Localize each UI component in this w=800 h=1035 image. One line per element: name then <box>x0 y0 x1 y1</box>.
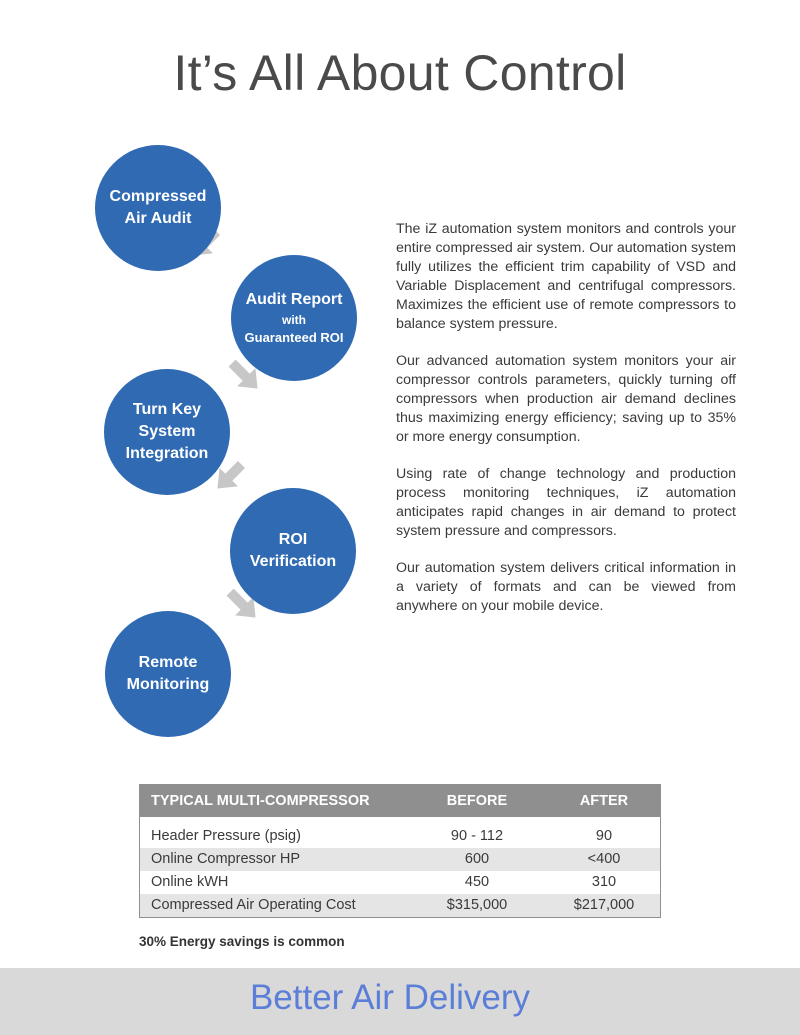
paragraph: Our advanced automation system monitors your air compressor controls parameters, quickly turning off compressors when production air demand declines thus maximizing energy efficiency; saving up to 35% or more energy consumption. <box>396 353 736 445</box>
step-label: Compressed <box>109 188 207 205</box>
step-circle-report <box>231 255 357 381</box>
paragraph: Our automation system delivers critical information in a variety of formats and can be viewed from anywhere on your mobile device. <box>396 560 736 614</box>
paragraph: The iZ automation system monitors and controls your entire compressed air system. Our automation system fully utilizes the efficient trim capability of VSD and Variable Displacement and centrifugal compressors. Maximizes the efficient use of remote compressors to balance system pressure. <box>396 221 736 332</box>
step-circle-monitoring <box>105 611 231 737</box>
table-header-row <box>140 785 661 817</box>
step-circle-audit <box>95 145 221 271</box>
table-header: TYPICAL MULTI-COMPRESSOR <box>151 792 370 809</box>
step-label: Verification <box>249 553 337 570</box>
table-cell: 90 <box>595 828 613 844</box>
table-cell: 600 <box>464 851 490 867</box>
step-label: Monitoring <box>126 676 210 693</box>
table-row <box>140 848 661 871</box>
step-label: Remote <box>138 654 198 671</box>
step-label: Guaranteed ROI <box>244 330 344 345</box>
table-cell: Compressed Air Operating Cost <box>151 897 356 913</box>
table-cell: $315,000 <box>446 897 508 913</box>
table-cell: Header Pressure (psig) <box>151 828 301 844</box>
step-label: ROI <box>278 531 308 548</box>
step-label: System <box>138 423 196 440</box>
table-header: BEFORE <box>446 792 508 809</box>
page-title: It’s All About Control <box>173 45 627 101</box>
table-cell: 450 <box>464 874 490 890</box>
step-label: Integration <box>125 445 209 462</box>
footer-bar <box>0 968 800 1035</box>
table-cell: 310 <box>591 874 617 890</box>
table-cell: <400 <box>587 851 621 867</box>
savings-note: 30% Energy savings is common <box>139 934 345 949</box>
step-label: Air Audit <box>124 210 192 227</box>
table-spacer <box>140 817 661 825</box>
paragraph: Using rate of change technology and production process monitoring techniques, iZ automation anticipates rapid changes in air demand to protect system pressure and compressors. <box>396 466 736 539</box>
table-row <box>140 871 661 894</box>
table-cell: Online Compressor HP <box>151 851 301 867</box>
footer-tagline: Better Air Delivery <box>249 978 531 1017</box>
step-label: with <box>282 313 306 327</box>
table-cell: Online kWH <box>151 874 229 890</box>
body-text <box>396 220 736 634</box>
step-circle-integration <box>104 369 230 495</box>
comparison-table <box>139 784 661 918</box>
table-header: AFTER <box>579 792 629 809</box>
step-label: Turn Key <box>132 401 202 418</box>
step-circle-roi <box>230 488 356 614</box>
table-cell: 90 - 112 <box>450 828 504 844</box>
table-row <box>140 825 661 848</box>
table-row <box>140 894 661 918</box>
table-cell: $217,000 <box>573 897 635 913</box>
step-label: Audit Report <box>245 291 343 308</box>
